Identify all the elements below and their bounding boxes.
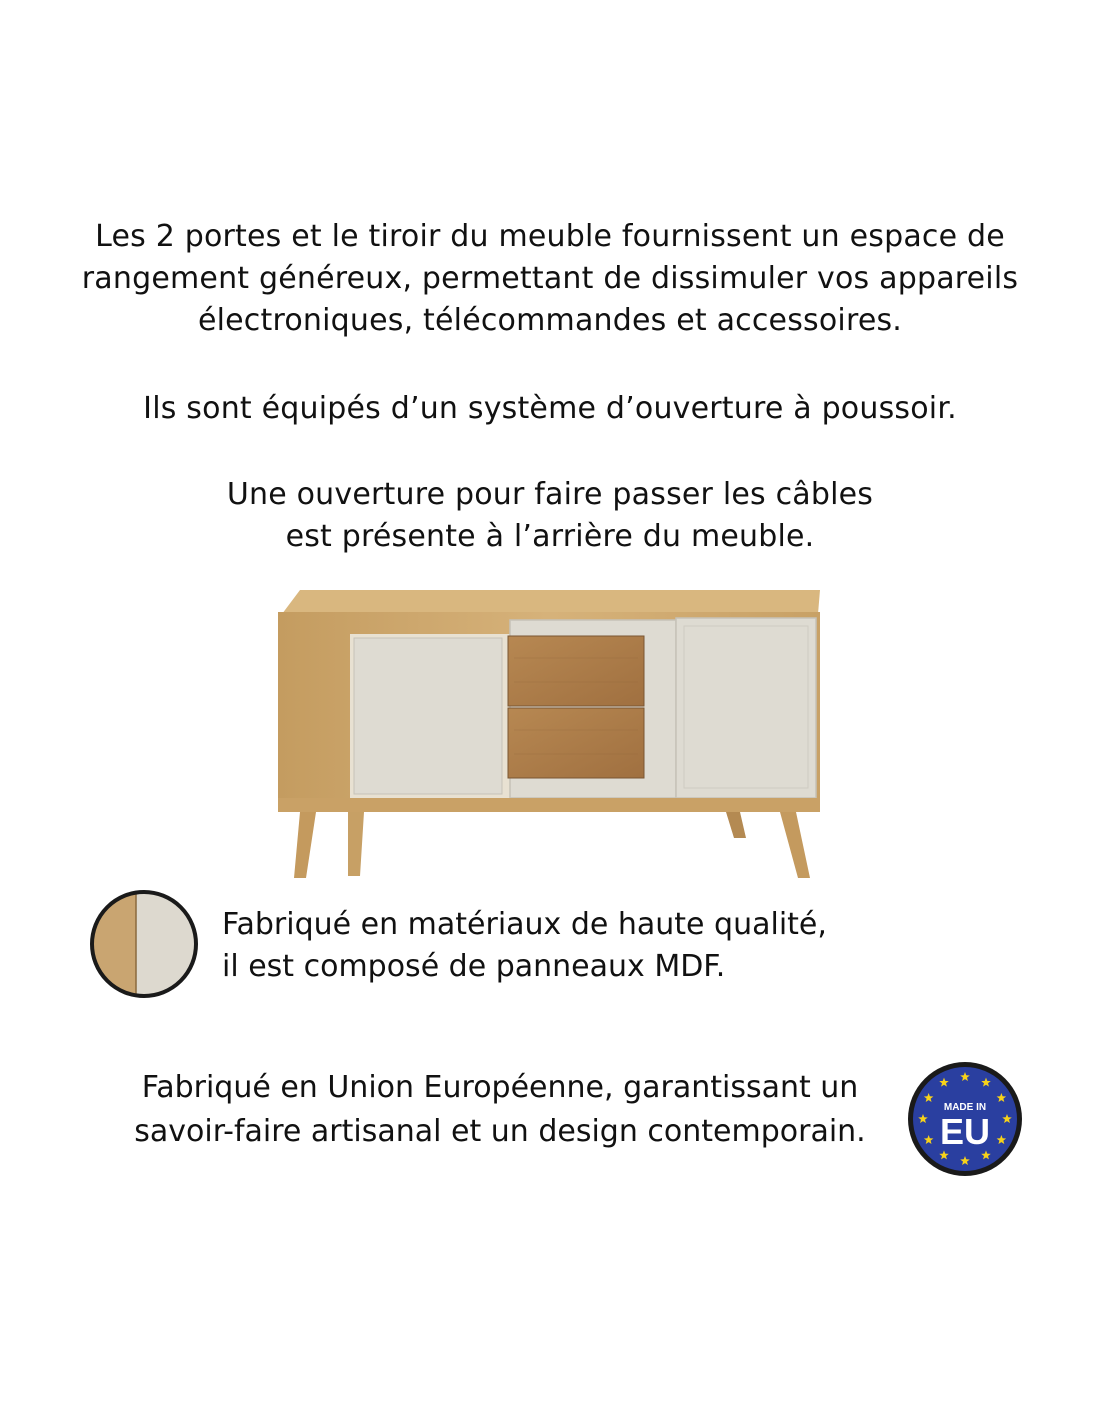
cable-opening-paragraph: [0, 474, 1100, 558]
cable-line: est présente à l’arrière du meuble.: [285, 519, 815, 554]
intro-paragraph: [0, 216, 1100, 342]
materials-line: il est composé de panneaux MDF.: [222, 949, 726, 984]
origin-line: savoir-faire artisanal et un design contemporain.: [134, 1114, 866, 1149]
leg-front-left: [294, 812, 316, 878]
made-in-eu-badge-icon: [906, 1060, 1024, 1178]
intro-line: Les 2 portes et le tiroir du meuble fournissent un espace de: [95, 219, 1005, 254]
opening-system-line: Ils sont équipés d’un système d’ouverture à poussoir.: [143, 391, 957, 426]
door-right: [676, 618, 816, 798]
intro-line: rangement généreux, permettant de dissimuler vos appareils: [81, 261, 1019, 296]
leg-back-right: [726, 812, 746, 838]
drawer-bottom: [508, 708, 644, 778]
sliding-door-left: [354, 638, 502, 794]
intro-line: électroniques, télécommandes et accessoires.: [197, 303, 903, 338]
materials-paragraph: [222, 904, 827, 988]
swatch-panel: [136, 888, 200, 1000]
badge-main-text: EU: [939, 1111, 991, 1152]
cable-line: Une ouverture pour faire passer les câbles: [226, 477, 874, 512]
origin-paragraph: [100, 1066, 900, 1154]
opening-system-text: [0, 388, 1100, 430]
sideboard-top: [282, 590, 820, 614]
leg-front-mid: [348, 812, 364, 876]
materials-line: Fabriqué en matériaux de haute qualité,: [222, 907, 827, 942]
badge-top-text: MADE IN: [943, 1102, 987, 1113]
origin-line: Fabriqué en Union Européenne, garantissant un: [141, 1070, 859, 1105]
leg-front-right: [780, 812, 810, 878]
drawer-top: [508, 636, 644, 706]
bottom-rail: [278, 798, 820, 812]
material-swatch-icon: [88, 888, 200, 1000]
sideboard-product-image: [270, 578, 830, 888]
